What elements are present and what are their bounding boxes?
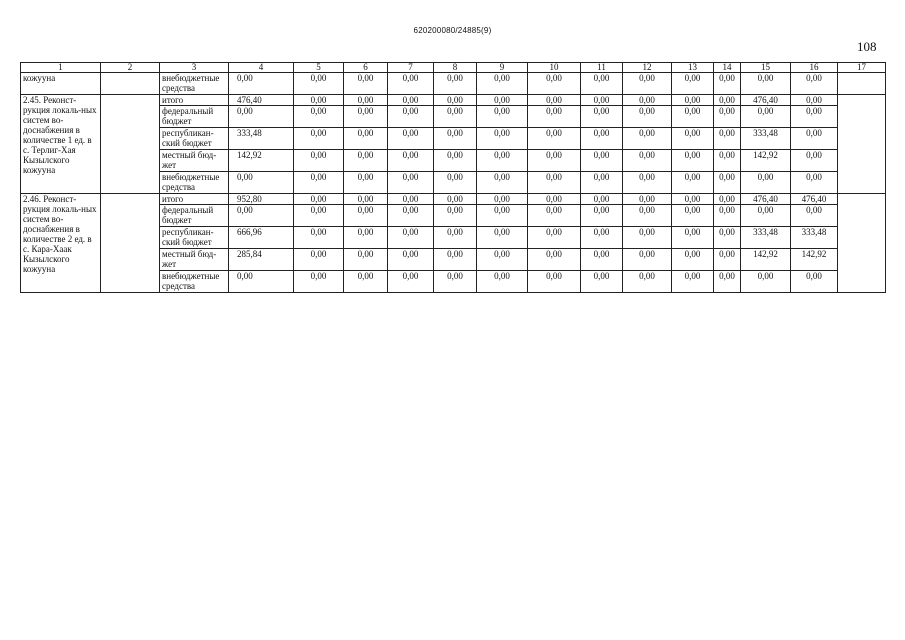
- value-cell: 0,00: [434, 73, 477, 95]
- value-cell: 0,00: [388, 172, 434, 194]
- value-cell: 0,00: [434, 227, 477, 249]
- column-number-cell: 11: [581, 63, 623, 73]
- value-cell: 0,00: [477, 106, 528, 128]
- value-cell: 0,00: [581, 205, 623, 227]
- column-17-cell: [838, 194, 886, 293]
- value-cell: 0,00: [344, 95, 388, 106]
- value-cell: 0,00: [388, 106, 434, 128]
- value-cell: 952,80: [229, 194, 294, 205]
- value-cell: 0,00: [344, 271, 388, 293]
- value-cell: 0,00: [623, 172, 672, 194]
- value-cell: 0,00: [714, 194, 741, 205]
- value-cell: 0,00: [623, 227, 672, 249]
- value-cell: 0,00: [672, 194, 714, 205]
- value-cell: 0,00: [791, 172, 838, 194]
- value-cell: 0,00: [344, 249, 388, 271]
- value-cell: 0,00: [791, 128, 838, 150]
- column-number-cell: 17: [838, 63, 886, 73]
- value-cell: 0,00: [791, 271, 838, 293]
- value-cell: 0,00: [434, 95, 477, 106]
- value-cell: 0,00: [344, 106, 388, 128]
- value-cell: 0,00: [791, 150, 838, 172]
- value-cell: 0,00: [791, 106, 838, 128]
- value-cell: 0,00: [477, 271, 528, 293]
- value-cell: 142,92: [741, 249, 791, 271]
- value-cell: 0,00: [623, 249, 672, 271]
- value-cell: 0,00: [672, 205, 714, 227]
- value-cell: 476,40: [229, 95, 294, 106]
- value-cell: 0,00: [528, 227, 581, 249]
- value-cell: 0,00: [672, 249, 714, 271]
- measure-description-cell: кожууна: [21, 73, 101, 95]
- column-number-cell: 6: [344, 63, 388, 73]
- value-cell: 333,48: [229, 128, 294, 150]
- value-cell: 0,00: [229, 106, 294, 128]
- table-row: [21, 73, 886, 95]
- value-cell: 0,00: [581, 172, 623, 194]
- value-cell: 0,00: [791, 73, 838, 95]
- value-cell: 0,00: [294, 271, 344, 293]
- value-cell: 0,00: [344, 205, 388, 227]
- value-cell: 0,00: [741, 172, 791, 194]
- column-number-cell: 3: [160, 63, 229, 73]
- value-cell: 0,00: [344, 128, 388, 150]
- value-cell: 0,00: [623, 106, 672, 128]
- column-number-cell: 4: [229, 63, 294, 73]
- value-cell: 0,00: [672, 227, 714, 249]
- value-cell: 0,00: [528, 249, 581, 271]
- column-number-cell: 7: [388, 63, 434, 73]
- value-cell: 285,84: [229, 249, 294, 271]
- value-cell: 0,00: [528, 73, 581, 95]
- value-cell: 0,00: [623, 194, 672, 205]
- value-cell: 0,00: [714, 227, 741, 249]
- column-number-cell: 13: [672, 63, 714, 73]
- value-cell: 0,00: [623, 95, 672, 106]
- value-cell: 0,00: [741, 73, 791, 95]
- value-cell: 0,00: [714, 271, 741, 293]
- value-cell: 0,00: [623, 73, 672, 95]
- value-cell: 0,00: [581, 150, 623, 172]
- value-cell: 0,00: [741, 205, 791, 227]
- value-cell: 0,00: [581, 249, 623, 271]
- measure-description-cell: 2.46. Реконст-рукция локаль-ных систем во-доснабжения в количестве 2 ед. в с. Кара-Хаак Кызылского кожууна: [21, 194, 101, 293]
- value-cell: 0,00: [714, 150, 741, 172]
- value-cell: 0,00: [388, 95, 434, 106]
- value-cell: 476,40: [741, 194, 791, 205]
- value-cell: 0,00: [229, 205, 294, 227]
- value-cell: 0,00: [294, 172, 344, 194]
- value-cell: 0,00: [434, 194, 477, 205]
- value-cell: 0,00: [229, 172, 294, 194]
- value-cell: 0,00: [294, 227, 344, 249]
- column-number-cell: 8: [434, 63, 477, 73]
- page-number: 108: [857, 39, 877, 54]
- funding-source-cell: федеральный бюджет: [160, 106, 229, 128]
- value-cell: 142,92: [229, 150, 294, 172]
- funding-source-cell: внебюджетные средства: [160, 73, 229, 95]
- funding-source-cell: местный бюд-жет: [160, 150, 229, 172]
- value-cell: 0,00: [714, 172, 741, 194]
- value-cell: 0,00: [623, 205, 672, 227]
- value-cell: 0,00: [714, 205, 741, 227]
- value-cell: 476,40: [741, 95, 791, 106]
- value-cell: 0,00: [477, 95, 528, 106]
- value-cell: 0,00: [294, 194, 344, 205]
- value-cell: 0,00: [294, 128, 344, 150]
- column-number-cell: 15: [741, 63, 791, 73]
- value-cell: 0,00: [581, 106, 623, 128]
- column-17-cell: [838, 73, 886, 95]
- value-cell: 0,00: [581, 73, 623, 95]
- value-cell: 666,96: [229, 227, 294, 249]
- table-row: [21, 95, 886, 106]
- value-cell: 0,00: [528, 205, 581, 227]
- value-cell: 0,00: [388, 249, 434, 271]
- funding-source-cell: местный бюд-жет: [160, 249, 229, 271]
- value-cell: 0,00: [477, 227, 528, 249]
- value-cell: 0,00: [791, 205, 838, 227]
- value-cell: 0,00: [528, 172, 581, 194]
- value-cell: 0,00: [623, 271, 672, 293]
- budget-table: [20, 62, 886, 293]
- value-cell: 0,00: [294, 205, 344, 227]
- value-cell: 0,00: [714, 249, 741, 271]
- value-cell: 0,00: [344, 172, 388, 194]
- measure-description-cell: 2.45. Реконст-рукция локаль-ных систем во-доснабжения в количестве 1 ед. в с. Терлиг-Хая Кызылского кожууна: [21, 95, 101, 194]
- value-cell: 0,00: [344, 227, 388, 249]
- value-cell: 0,00: [477, 73, 528, 95]
- value-cell: 0,00: [434, 249, 477, 271]
- empty-column-2-cell: [101, 95, 160, 194]
- empty-column-2-cell: [101, 73, 160, 95]
- value-cell: 0,00: [672, 95, 714, 106]
- value-cell: 0,00: [528, 194, 581, 205]
- value-cell: 0,00: [229, 271, 294, 293]
- value-cell: 0,00: [434, 205, 477, 227]
- value-cell: 0,00: [741, 106, 791, 128]
- funding-source-cell: республикан-ский бюджет: [160, 227, 229, 249]
- column-number-cell: 14: [714, 63, 741, 73]
- funding-source-cell: внебюджетные средства: [160, 271, 229, 293]
- value-cell: 0,00: [294, 73, 344, 95]
- value-cell: 0,00: [388, 150, 434, 172]
- value-cell: 0,00: [672, 150, 714, 172]
- value-cell: 0,00: [344, 150, 388, 172]
- value-cell: 0,00: [477, 150, 528, 172]
- value-cell: 0,00: [581, 95, 623, 106]
- value-cell: 0,00: [477, 205, 528, 227]
- empty-column-2-cell: [101, 194, 160, 293]
- value-cell: 0,00: [477, 249, 528, 271]
- value-cell: 333,48: [741, 128, 791, 150]
- value-cell: 0,00: [434, 106, 477, 128]
- funding-source-cell: итого: [160, 95, 229, 106]
- value-cell: 0,00: [344, 73, 388, 95]
- value-cell: 0,00: [672, 128, 714, 150]
- value-cell: 0,00: [714, 128, 741, 150]
- value-cell: 0,00: [672, 106, 714, 128]
- funding-source-cell: итого: [160, 194, 229, 205]
- value-cell: 0,00: [388, 205, 434, 227]
- column-number-cell: 10: [528, 63, 581, 73]
- value-cell: 142,92: [741, 150, 791, 172]
- column-number-cell: 9: [477, 63, 528, 73]
- value-cell: 0,00: [528, 106, 581, 128]
- value-cell: 0,00: [294, 95, 344, 106]
- value-cell: 0,00: [581, 227, 623, 249]
- value-cell: 476,40: [791, 194, 838, 205]
- column-number-cell: 12: [623, 63, 672, 73]
- value-cell: 0,00: [294, 106, 344, 128]
- value-cell: 0,00: [477, 128, 528, 150]
- value-cell: 0,00: [623, 128, 672, 150]
- value-cell: 0,00: [434, 150, 477, 172]
- value-cell: 0,00: [434, 128, 477, 150]
- value-cell: 142,92: [791, 249, 838, 271]
- funding-source-cell: федеральный бюджет: [160, 205, 229, 227]
- column-17-cell: [838, 95, 886, 194]
- value-cell: 0,00: [581, 194, 623, 205]
- value-cell: 0,00: [528, 150, 581, 172]
- value-cell: 0,00: [741, 271, 791, 293]
- value-cell: 0,00: [672, 172, 714, 194]
- value-cell: 0,00: [714, 106, 741, 128]
- value-cell: 333,48: [741, 227, 791, 249]
- value-cell: 0,00: [388, 227, 434, 249]
- value-cell: 0,00: [477, 194, 528, 205]
- value-cell: 0,00: [294, 150, 344, 172]
- value-cell: 0,00: [581, 271, 623, 293]
- column-number-cell: 2: [101, 63, 160, 73]
- value-cell: 0,00: [528, 271, 581, 293]
- value-cell: 0,00: [294, 249, 344, 271]
- column-number-cell: 1: [21, 63, 101, 73]
- table-row: [21, 194, 886, 205]
- value-cell: 0,00: [229, 73, 294, 95]
- value-cell: 0,00: [528, 128, 581, 150]
- column-number-cell: 5: [294, 63, 344, 73]
- value-cell: 0,00: [434, 271, 477, 293]
- value-cell: 0,00: [714, 95, 741, 106]
- value-cell: 0,00: [434, 172, 477, 194]
- value-cell: 0,00: [388, 73, 434, 95]
- value-cell: 0,00: [623, 150, 672, 172]
- value-cell: 0,00: [791, 95, 838, 106]
- column-number-row: [21, 63, 886, 73]
- value-cell: 0,00: [581, 128, 623, 150]
- value-cell: 0,00: [388, 194, 434, 205]
- funding-source-cell: республикан-ский бюджет: [160, 128, 229, 150]
- value-cell: 0,00: [388, 271, 434, 293]
- column-number-cell: 16: [791, 63, 838, 73]
- value-cell: 333,48: [791, 227, 838, 249]
- value-cell: 0,00: [672, 271, 714, 293]
- value-cell: 0,00: [672, 73, 714, 95]
- value-cell: 0,00: [344, 194, 388, 205]
- value-cell: 0,00: [388, 128, 434, 150]
- value-cell: 0,00: [714, 73, 741, 95]
- value-cell: 0,00: [477, 172, 528, 194]
- funding-source-cell: внебюджетные средства: [160, 172, 229, 194]
- value-cell: 0,00: [528, 95, 581, 106]
- document-id: 620200080/24885(9): [413, 26, 492, 35]
